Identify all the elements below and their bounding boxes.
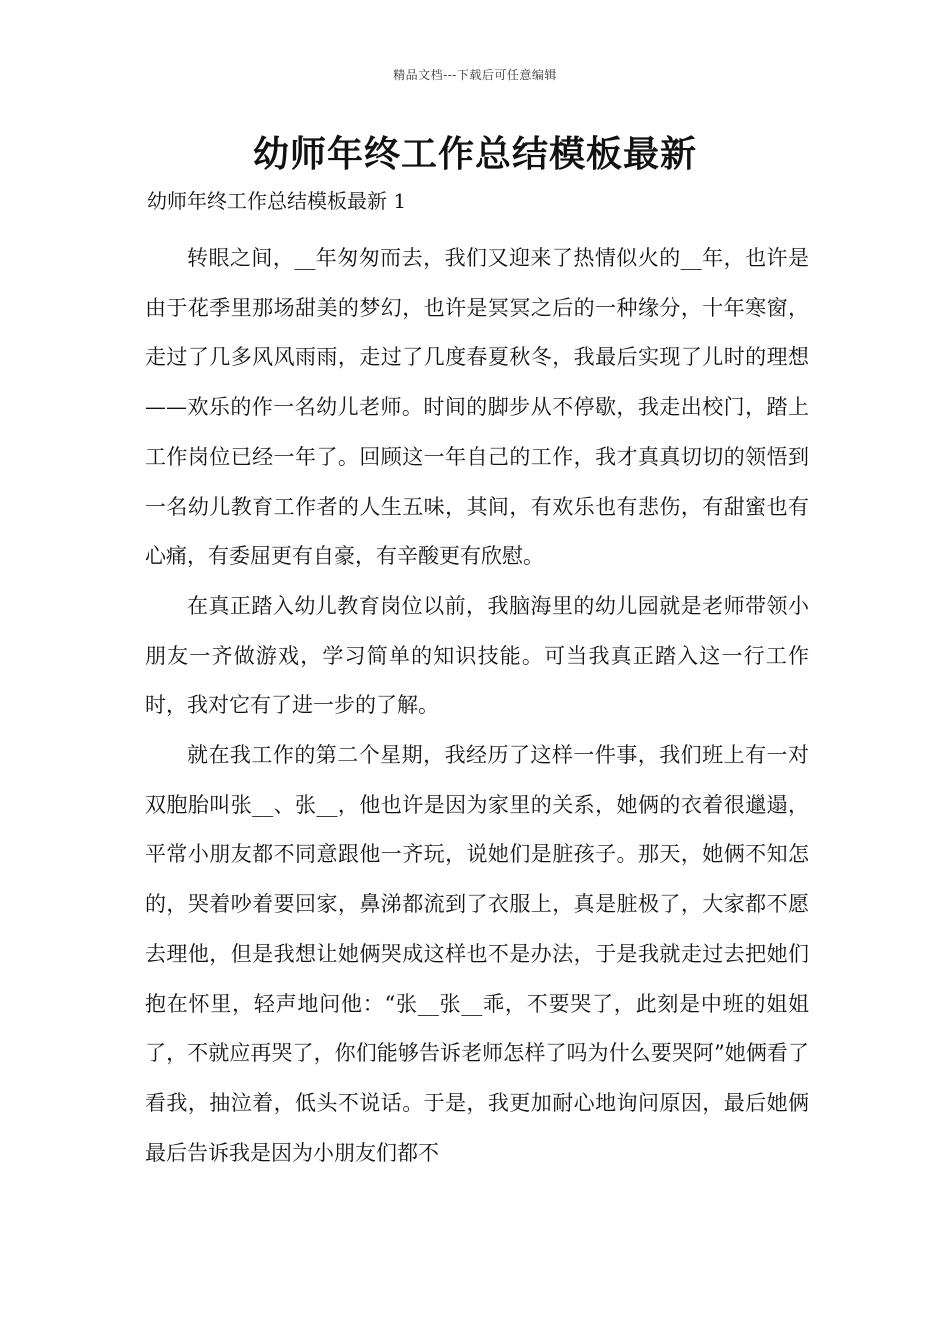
paragraph: 转眼之间，__年匆匆而去，我们又迎来了热情似火的__年，也许是由于花季里那场甜美的梦幻，也许是冥冥之后的一种缘分，十年寒窗，走过了几多风风雨雨，走过了几度春夏秋冬，我最后实现了儿时的理想——欢乐的作一名幼儿老师。时间的脚步从不停歇，我走出校门，踏上工作岗位已经一年了。回顾这一年自己的工作，我才真真切切的领悟到一名幼儿教育工作者的人生五味，其间，有欢乐也有悲伤，有甜蜜也有心痛，有委屈更有自豪，有辛酸更有欣慰。 xyxy=(145,246,809,569)
document-subtitle: 幼师年终工作总结模板最新 1 xyxy=(147,189,407,213)
paragraph: 在真正踏入幼儿教育岗位以前，我脑海里的幼儿园就是老师带领小朋友一齐做游戏，学习简单的知识技能。可当我真正踏入这一行工作时，我对它有了进一步的了解。 xyxy=(145,593,809,718)
document-title: 幼师年终工作总结模板最新 xyxy=(252,134,697,175)
header-note: 精品文档---下载后可任意编辑 xyxy=(393,68,557,82)
document-body xyxy=(145,234,809,1178)
paragraph: 就在我工作的第二个星期，我经历了这样一件事，我们班上有一对双胞胎叫张__、张__，他也许是因为家里的关系，她俩的衣着很邋遢，平常小朋友都不同意跟他一齐玩，说她们是脏孩子。那天，她俩不知怎的，哭着吵着要回家，鼻涕都流到了衣服上，真是脏极了，大家都不愿去理他，但是我想让她俩哭成这样也不是办法，于是我就走过去把她们抱在怀里，轻声地问他：“张__张__乖，不要哭了，此刻是中班的姐姐了，不就应再哭了，你们能够告诉老师怎样了吗为什么要哭阿”她俩看了看我，抽泣着，低头不说话。于是，我更加耐心地询问原因，最后她俩最后告诉我是因为小朋友们都不 xyxy=(145,743,809,1165)
